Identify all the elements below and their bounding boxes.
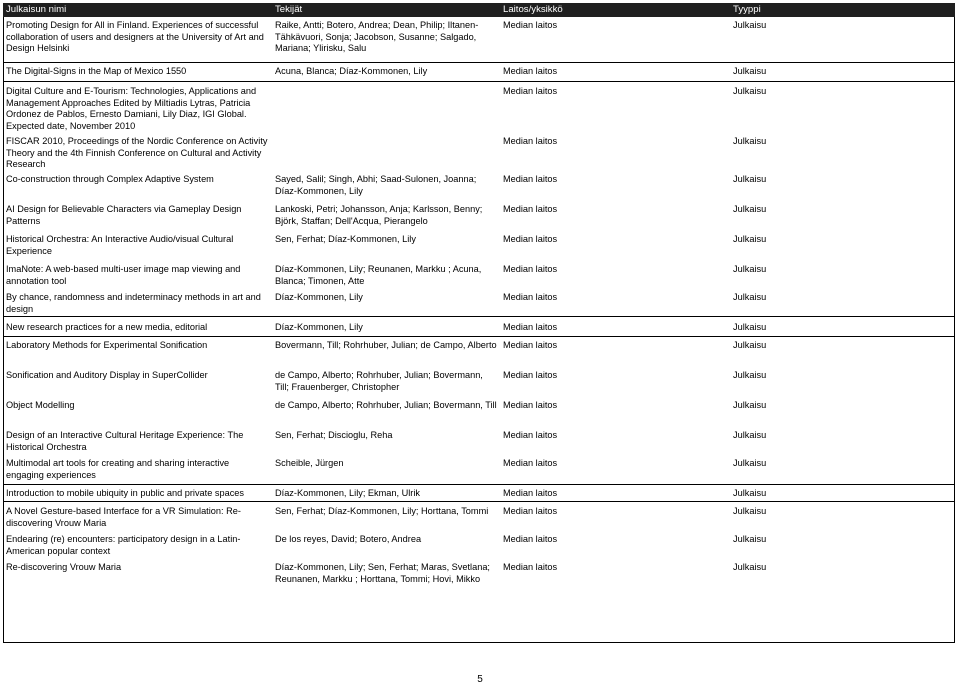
publication-department: Median laitos xyxy=(503,458,558,468)
header-type: Tyyppi xyxy=(733,4,761,15)
header-department: Laitos/yksikkö xyxy=(503,4,563,15)
header-title: Julkaisun nimi xyxy=(6,4,67,15)
publication-type: Julkaisu xyxy=(733,292,767,302)
publication-title: Object Modelling xyxy=(6,400,75,410)
publication-authors: Sen, Ferhat; Díaz-Kommonen, Lily xyxy=(275,234,416,244)
publication-authors: Díaz-Kommonen, Lily xyxy=(275,322,363,332)
publication-type: Julkaisu xyxy=(733,86,767,96)
publication-type: Julkaisu xyxy=(733,430,767,440)
publication-title: Co-construction through Complex Adaptive System xyxy=(6,174,214,184)
publication-title: Introduction to mobile ubiquity in public and private spaces xyxy=(6,488,244,498)
publication-authors: Sen, Ferhat; Díaz-Kommonen, Lily; Horttana, Tommi xyxy=(275,506,489,516)
publication-department: Median laitos xyxy=(503,264,558,274)
publication-department: Median laitos xyxy=(503,174,558,184)
publication-authors: Díaz-Kommonen, Lily; Ekman, Ulrik xyxy=(275,488,420,498)
publication-type: Julkaisu xyxy=(733,174,767,184)
publication-department: Median laitos xyxy=(503,370,558,380)
publication-title: Sonification and Auditory Display in SuperCollider xyxy=(6,370,208,380)
publication-type: Julkaisu xyxy=(733,458,767,468)
publication-type: Julkaisu xyxy=(733,340,767,350)
publication-title: Design of an Interactive Cultural Heritage Experience: The Historical Orchestra xyxy=(6,430,244,452)
row-separator xyxy=(3,81,955,82)
publication-type: Julkaisu xyxy=(733,136,767,146)
publication-title: New research practices for a new media, editorial xyxy=(6,322,208,332)
publication-department: Median laitos xyxy=(503,430,558,440)
publication-type: Julkaisu xyxy=(733,562,767,572)
publication-title: AI Design for Believable Characters via Gameplay Design Patterns xyxy=(6,204,242,226)
publication-type: Julkaisu xyxy=(733,234,767,244)
table-header xyxy=(3,3,955,17)
publication-title: A Novel Gesture-based Interface for a VR Simulation: Re-discovering Vrouw Maria xyxy=(6,506,241,528)
publication-title: ImaNote: A web-based multi-user image map viewing and annotation tool xyxy=(6,264,241,286)
publication-title: Multimodal art tools for creating and sharing interactive engaging experiences xyxy=(6,458,230,480)
publication-department: Median laitos xyxy=(503,400,558,410)
publication-type: Julkaisu xyxy=(733,204,767,214)
publication-department: Median laitos xyxy=(503,322,558,332)
publication-department: Median laitos xyxy=(503,204,558,214)
publication-department: Median laitos xyxy=(503,20,558,30)
publication-type: Julkaisu xyxy=(733,400,767,410)
publication-authors: Raike, Antti; Botero, Andrea; Dean, Philip; Iltanen-Tähkävuori, Sonja; Jacobson, Susanne; Salgado, Mariana; Ylirisku, Salu xyxy=(275,20,479,53)
publication-authors: Sayed, Salil; Singh, Abhi; Saad-Sulonen, Joanna; Díaz-Kommonen, Lily xyxy=(275,174,477,196)
publication-type: Julkaisu xyxy=(733,488,767,498)
publication-department: Median laitos xyxy=(503,488,558,498)
page-number: 5 xyxy=(477,674,483,685)
publication-authors: Lankoski, Petri; Johansson, Anja; Karlsson, Benny; Björk, Staffan; Dell'Acqua, Pierangelo xyxy=(275,204,483,226)
publication-type: Julkaisu xyxy=(733,20,767,30)
publication-title: Re-discovering Vrouw Maria xyxy=(6,562,122,572)
publication-department: Median laitos xyxy=(503,66,558,76)
publication-type: Julkaisu xyxy=(733,506,767,516)
publication-authors: Scheible, Jürgen xyxy=(275,458,344,468)
publication-department: Median laitos xyxy=(503,136,558,146)
publication-title: Digital Culture and E-Tourism: Technologies, Applications and Management Approaches Edited by Miltiadis Lytras, Patricia Ordonez de Pablos, Ernesto Damiani, Lily Diaz, IGI Global. Expected date, November 2010 xyxy=(6,86,257,131)
publication-title: Historical Orchestra: An Interactive Audio/visual Cultural Experience xyxy=(6,234,234,256)
publication-department: Median laitos xyxy=(503,234,558,244)
publication-title: Promoting Design for All in Finland. Experiences of successful collaboration of users and designers at the University of Art and Design Helsinki xyxy=(6,20,264,53)
publication-title: Laboratory Methods for Experimental Sonification xyxy=(6,340,208,350)
row-separator xyxy=(3,316,955,317)
publication-authors: De los reyes, David; Botero, Andrea xyxy=(275,534,422,544)
publication-type: Julkaisu xyxy=(733,534,767,544)
publication-authors: Sen, Ferhat; Discioglu, Reha xyxy=(275,430,393,440)
publication-type: Julkaisu xyxy=(733,322,767,332)
publication-title: Endearing (re) encounters: participatory design in a Latin-American popular context xyxy=(6,534,241,556)
row-separator xyxy=(3,501,955,502)
publication-department: Median laitos xyxy=(503,292,558,302)
publication-type: Julkaisu xyxy=(733,66,767,76)
publication-department: Median laitos xyxy=(503,340,558,350)
publication-authors: Díaz-Kommonen, Lily; Reunanen, Markku ; Acuna, Blanca; Timonen, Atte xyxy=(275,264,482,286)
row-separator xyxy=(3,484,955,485)
publication-title: By chance, randomness and indeterminacy methods in art and design xyxy=(6,292,261,314)
publication-authors: de Campo, Alberto; Rohrhuber, Julian; Bovermann, Till xyxy=(275,400,497,410)
publication-authors: de Campo, Alberto; Rohrhuber, Julian; Bovermann, Till; Frauenberger, Christopher xyxy=(275,370,483,392)
publication-title: FISCAR 2010, Proceedings of the Nordic Conference on Activity Theory and the 4th Finnish Conference on Cultural and Activity Research xyxy=(6,136,268,169)
publication-authors: Bovermann, Till; Rohrhuber, Julian; de Campo, Alberto xyxy=(275,340,497,350)
publication-department: Median laitos xyxy=(503,86,558,96)
publication-authors: Díaz-Kommonen, Lily; Sen, Ferhat; Maras, Svetlana; Reunanen, Markku ; Horttana, Tommi; Hovi, Mikko xyxy=(275,562,490,584)
publication-department: Median laitos xyxy=(503,534,558,544)
publication-authors: Díaz-Kommonen, Lily xyxy=(275,292,363,302)
publication-type: Julkaisu xyxy=(733,370,767,380)
publication-title: The Digital-Signs in the Map of Mexico 1550 xyxy=(6,66,187,76)
publication-department: Median laitos xyxy=(503,506,558,516)
row-separator xyxy=(3,336,955,337)
publication-authors: Acuna, Blanca; Díaz-Kommonen, Lily xyxy=(275,66,428,76)
publication-type: Julkaisu xyxy=(733,264,767,274)
publication-department: Median laitos xyxy=(503,562,558,572)
header-authors: Tekijät xyxy=(275,4,303,15)
row-separator xyxy=(3,62,955,63)
